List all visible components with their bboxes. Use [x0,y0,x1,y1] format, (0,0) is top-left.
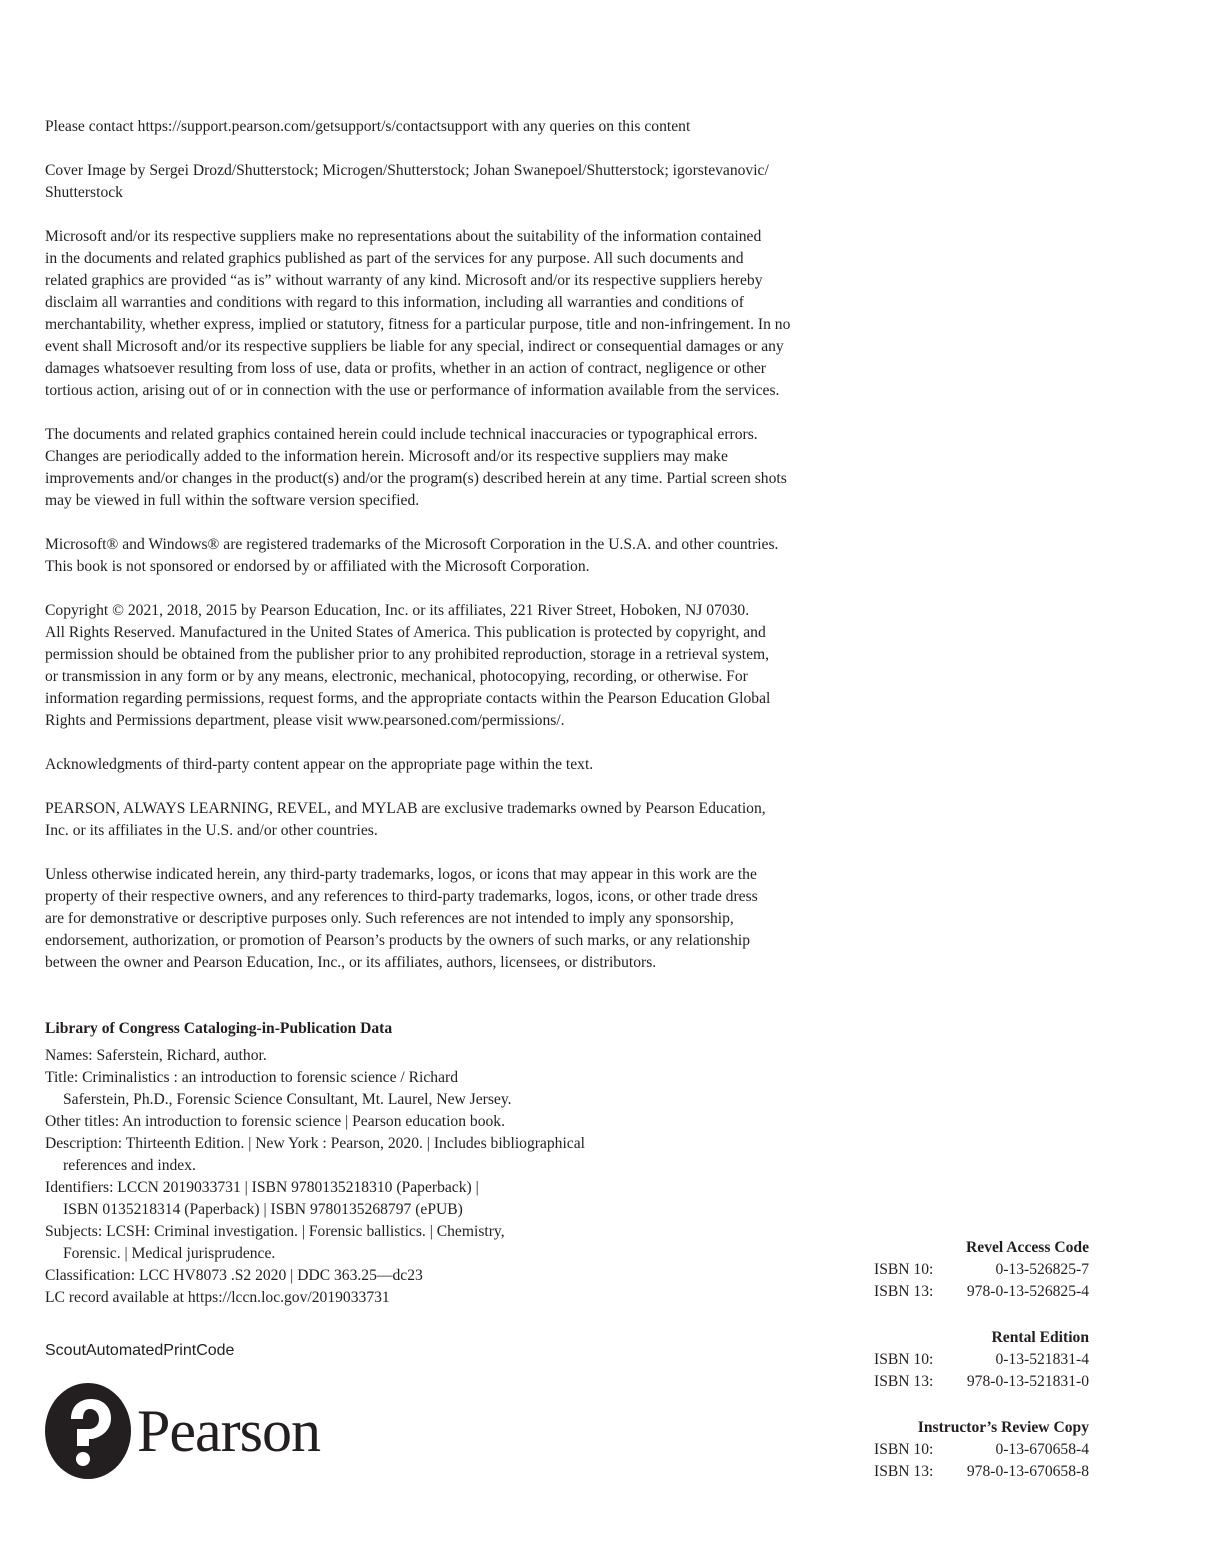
pearson-trademarks-paragraph [45,798,925,842]
text-line: This book is not sponsored or endorsed by or affiliated with the Microsoft Corporation. [45,558,590,575]
isbn10-row [874,1259,1089,1281]
text-line: PEARSON, ALWAYS LEARNING, REVEL, and MYLAB are exclusive trademarks owned by Pearson Education, [45,800,766,817]
text-line: between the owner and Pearson Education, Inc., or its affiliates, authors, licensees, or distributors. [45,954,657,971]
isbn13-label: ISBN 13: [874,1283,934,1300]
text-line: Shutterstock [45,184,123,201]
isbn10-row [874,1349,1089,1371]
isbn13-label: ISBN 13: [874,1463,934,1480]
text-line: Microsoft and/or its respective suppliers make no representations about the suitability of the information contained [45,228,762,245]
text-line: Microsoft® and Windows® are registered trademarks of the Microsoft Corporation in the U.S.A. and other countries. [45,536,779,553]
isbn-block-revel [874,1237,1089,1303]
text-line: Acknowledgments of third-party content appear on the appropriate page within the text. [45,756,594,773]
isbn13-value: 978-0-13-521831-0 [966,1373,1089,1390]
acknowledgments-paragraph [45,754,925,776]
text-line: Inc. or its affiliates in the U.S. and/or other countries. [45,822,378,839]
text-line: Unless otherwise indicated herein, any third-party trademarks, logos, or icons that may appear in this work are the [45,866,757,883]
isbn10-value: 0-13-670658-4 [995,1441,1089,1458]
isbn10-label: ISBN 10: [874,1261,934,1278]
isbn-block-instructor [874,1417,1089,1483]
text-line: related graphics are provided “as is” without warranty of any kind. Microsoft and/or its respective suppliers hereby [45,272,763,289]
text-line: Cover Image by Sergei Drozd/Shutterstock; Microgen/Shutterstock; Johan Swanepoel/Shutterstock; igorstevanovic/ [45,162,769,179]
text-line: Copyright © 2021, 2018, 2015 by Pearson Education, Inc. or its affiliates, 221 River Street, Hoboken, NJ 07030. [45,602,750,619]
third-party-paragraph [45,864,925,974]
isbn-heading: Rental Edition [991,1329,1089,1346]
cip-title: Library of Congress Cataloging-in-Publication Data [45,1020,393,1037]
text-line: or transmission in any form or by any means, electronic, mechanical, photocopying, recording, or otherwise. For [45,668,748,685]
cip-line: Description: Thirteenth Edition. | New York : Pearson, 2020. | Includes bibliographical [45,1135,585,1152]
cip-line: references and index. [63,1157,196,1174]
isbn13-row [874,1281,1089,1303]
cip-line: Identifiers: LCCN 2019033731 | ISBN 9780135218310 (Paperback) | [45,1179,479,1196]
cip-line: ISBN 0135218314 (Paperback) | ISBN 9780135268797 (ePUB) [63,1201,463,1218]
isbn13-value: 978-0-13-670658-8 [966,1463,1089,1480]
pearson-wordmark: Pearson [137,1398,320,1464]
text-line: damages whatsoever resulting from loss of use, data or profits, whether in an action of contract, negligence or other [45,360,766,377]
contact-paragraph [45,116,925,138]
pearson-logo [45,1383,320,1479]
text-line: are for demonstrative or descriptive purposes only. Such references are not intended to imply any sponsorship, [45,910,734,927]
print-code: ScoutAutomatedPrintCode [45,1342,235,1359]
text-line: tortious action, arising out of or in connection with the use or performance of information available from the services. [45,382,780,399]
text-line: All Rights Reserved. Manufactured in the United States of America. This publication is protected by copyright, and [45,624,766,641]
cip-line: Other titles: An introduction to forensic science | Pearson education book. [45,1113,505,1130]
text-line: property of their respective owners, and any references to third-party trademarks, logos, icons, or other trade dress [45,888,758,905]
text-line: disclaim all warranties and conditions with regard to this information, including all warranties and conditions of [45,294,744,311]
isbn13-value: 978-0-13-526825-4 [966,1283,1089,1300]
microsoft-trademarks-paragraph [45,534,925,578]
isbn-heading: Revel Access Code [966,1239,1089,1256]
cip-line: Classification: LCC HV8073 .S2 2020 | DDC 363.25—dc23 [45,1267,423,1284]
isbn10-label: ISBN 10: [874,1351,934,1368]
microsoft-disclaimer-paragraph [45,226,925,402]
text-line: in the documents and related graphics published as part of the services for any purpose. All such documents and [45,250,744,267]
isbn-block-rental [874,1327,1089,1393]
cover-credit-paragraph [45,160,925,204]
text-line: permission should be obtained from the publisher prior to any prohibited reproduction, storage in a retrieval system, [45,646,770,663]
cip-line: Subjects: LCSH: Criminal investigation. | Forensic ballistics. | Chemistry, [45,1223,505,1240]
documents-paragraph [45,424,925,512]
cip-line: LC record available at https://lccn.loc.gov/2019033731 [45,1289,390,1306]
text-line: may be viewed in full within the software version specified. [45,492,420,509]
text-line: The documents and related graphics contained herein could include technical inaccuracies or typographical errors. [45,426,758,443]
text-line: endorsement, authorization, or promotion of Pearson’s products by the owners of such marks, or any relationship [45,932,751,949]
cip-line: Forensic. | Medical jurisprudence. [63,1245,276,1262]
cip-line: Title: Criminalistics : an introduction to forensic science / Richard [45,1069,459,1086]
cip-line: Saferstein, Ph.D., Forensic Science Consultant, Mt. Laurel, New Jersey. [63,1091,512,1108]
isbn-heading: Instructor’s Review Copy [917,1419,1089,1436]
isbn10-row [874,1439,1089,1461]
text-line: information regarding permissions, request forms, and the appropriate contacts within the Pearson Education Global [45,690,771,707]
isbn10-value: 0-13-521831-4 [995,1351,1089,1368]
text-line: merchantability, whether express, implied or statutory, fitness for a particular purpose, title and non-infringement. In no [45,316,791,333]
text-line: improvements and/or changes in the product(s) and/or the program(s) described herein at any time. Partial screen shots [45,470,787,487]
cip-line: Names: Saferstein, Richard, author. [45,1047,267,1064]
isbn13-row [874,1371,1089,1393]
text-line: Changes are periodically added to the information herein. Microsoft and/or its respective suppliers may make [45,448,728,465]
isbn13-row [874,1461,1089,1483]
text-line: Rights and Permissions department, please visit www.pearsoned.com/permissions/. [45,712,565,729]
pearson-p-icon [45,1383,131,1479]
text-line: event shall Microsoft and/or its respective suppliers be liable for any special, indirect or consequential damages or any [45,338,784,355]
isbn13-label: ISBN 13: [874,1373,934,1390]
copyright-paragraph [45,600,925,732]
isbn10-value: 0-13-526825-7 [995,1261,1089,1278]
cip-data [45,1018,725,1309]
text-line: Please contact https://support.pearson.com/getsupport/s/contactsupport with any queries on this content [45,118,691,135]
isbn10-label: ISBN 10: [874,1441,934,1458]
